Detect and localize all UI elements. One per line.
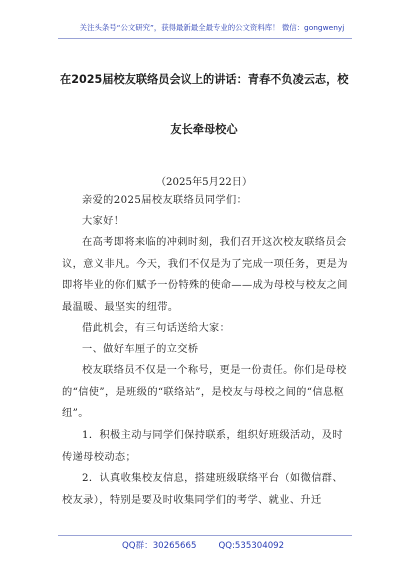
footer-qq: QQ:535304092 [218,541,285,551]
body-paragraph: 借此机会，有三句话送给大家： [82,323,231,334]
document-title-line-2: 友长牵母校心 [170,123,238,136]
salutation: 亲爱的2025届校友联络员同学们： [82,195,248,206]
body-paragraph: 在高考即将来临的冲刺时刻，我们召开这次校友联络员会议，意义非凡。今天，我们不仅是为了完成一项任务，更是为即将毕业的你们赋予一份特殊的使命——成为母校与校友之间最温暖、最坚实的纽带。 [62,237,348,313]
footer-qq-group: QQ群：30265665 [122,541,197,551]
page-footer [122,539,312,551]
document-title-line-1: 在2025届校友联络员会议上的讲话：青春不负凌云志，校 [60,73,349,86]
section-heading: 一、做好车厘子的立交桥 [82,344,199,355]
greeting: 大家好！ [82,216,125,227]
page-header-banner: 关注头条号“公文研究”，获得最新最全最专业的公文资料库！ 微信：gongwenyj [79,23,345,32]
document-date: （2025年5月22日） [155,177,253,188]
body-paragraph: 校友联络员不仅是一个称号，更是一份责任。你们是母校的“信使”，是班级的“联络站”，是校友与母校之间的“信息枢纽”。 [62,365,347,419]
list-item: 2．认真收集校友信息，搭建班级联络平台（如微信群、校友录），特别是要及时收集同学们的考学、就业、升迁 [62,473,343,506]
list-item: 1．积极主动与同学们保持联系，组织好班级活动，及时传递母校动态； [62,430,343,463]
footer-divider [58,535,352,536]
header-divider [58,38,352,39]
